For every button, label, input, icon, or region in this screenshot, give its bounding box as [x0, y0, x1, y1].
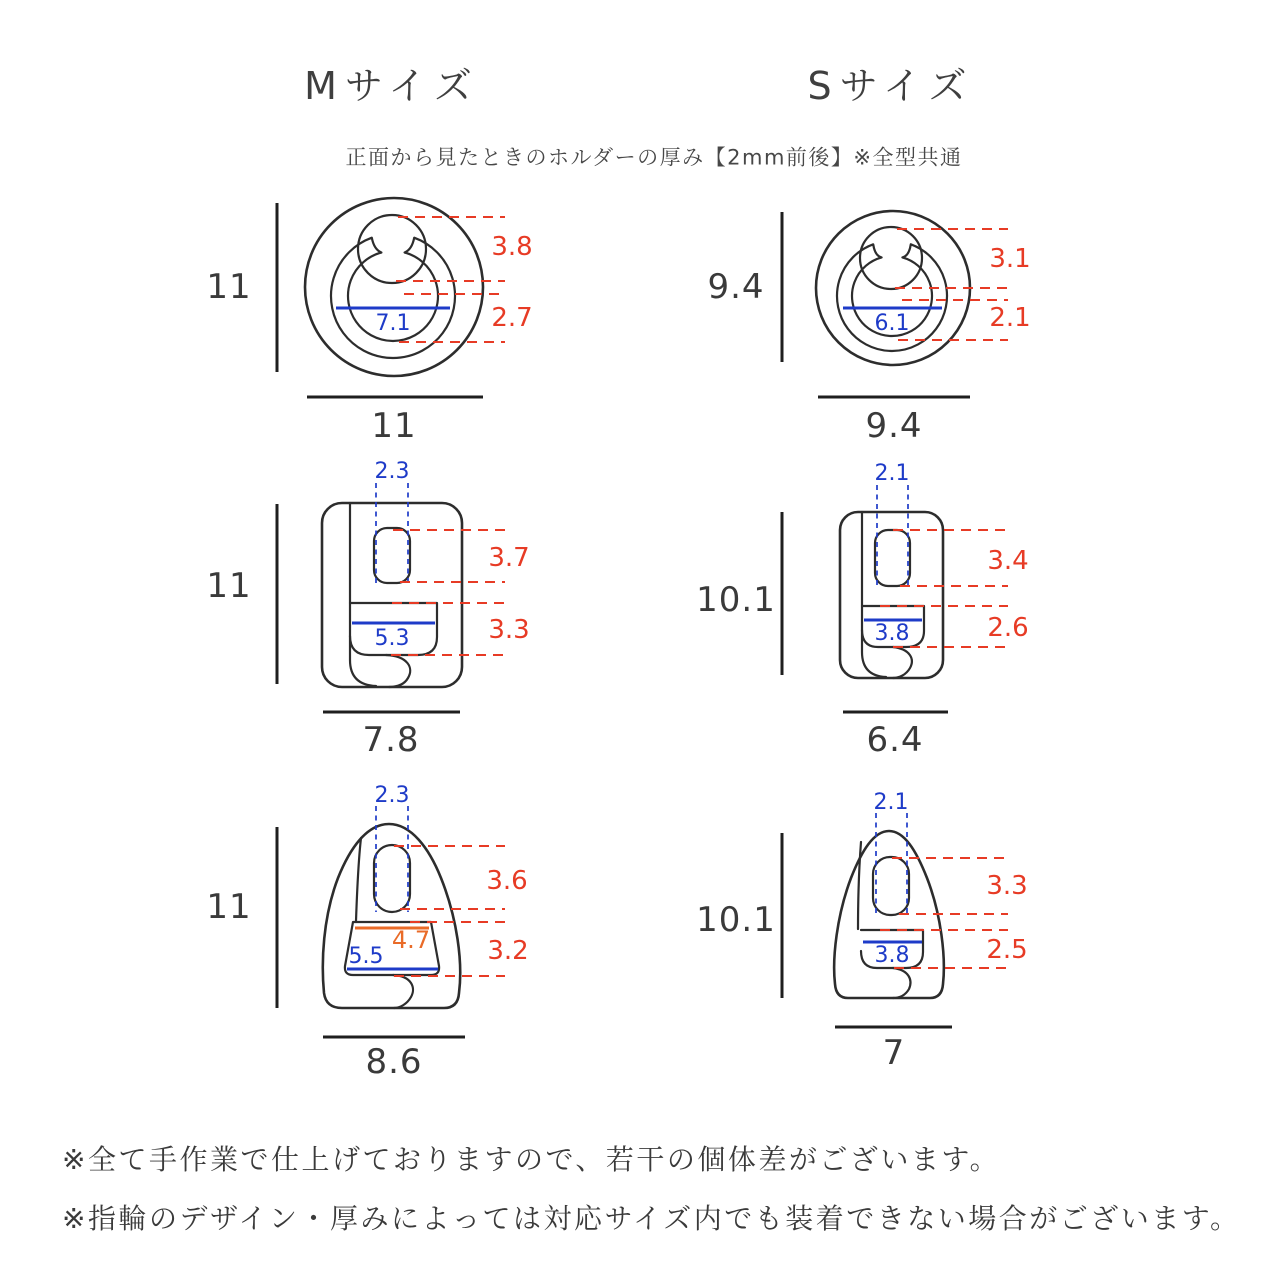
s-round-ring-hole-outline	[860, 227, 922, 289]
m-dome-slot-width-label: 2.3	[374, 783, 410, 808]
figure-s-round-drawing	[782, 211, 1008, 397]
m-dome-height-label: 11	[206, 887, 252, 927]
s-round-width-label: 9.4	[865, 406, 923, 446]
figure-s-square-drawing	[782, 485, 1008, 712]
m-square-width-label: 7.8	[362, 720, 420, 760]
m-dome-slot-hole-outline	[374, 845, 410, 912]
figure-m-dome-drawing	[277, 806, 505, 1037]
m-dome-seat-width-label: 5.5	[348, 944, 384, 969]
m-round-hole-height-label: 3.8	[491, 232, 533, 262]
s-square-seat-width-label: 3.8	[874, 621, 910, 646]
m-dome-channel-depth-label: 3.2	[487, 936, 529, 966]
s-dome-inner-wall	[858, 842, 861, 929]
figure-m-round-drawing	[277, 198, 505, 397]
subtitle-thickness-note: 正面から見たときのホルダーの厚み【2mm前後】※全型共通	[345, 145, 963, 170]
m-round-seat-width-label: 7.1	[375, 311, 411, 336]
m-square-slot-width-label: 2.3	[374, 459, 410, 484]
s-square-hole-height-label: 3.4	[987, 546, 1029, 576]
m-square-height-label: 11	[206, 566, 252, 606]
m-round-ring-hole-outline	[358, 215, 426, 283]
s-dome-width-label: 7	[882, 1033, 906, 1073]
s-round-channel-depth-label: 2.1	[989, 303, 1031, 333]
m-dome-outer-outline	[323, 824, 460, 1008]
s-square-slot-hole-outline	[875, 530, 910, 586]
m-dome-seat-top-width-label: 4.7	[391, 926, 431, 954]
figure-s-dome-drawing	[782, 813, 1008, 1027]
s-square-outer-outline	[840, 512, 943, 678]
s-dome-channel-depth-label: 2.5	[986, 935, 1028, 965]
s-dome-slot-hole-outline	[873, 857, 909, 915]
s-square-slot-width-label: 2.1	[874, 461, 910, 486]
figure-m-square-drawing	[277, 483, 505, 712]
m-round-width-label: 11	[371, 406, 417, 446]
s-square-inner-wall	[862, 512, 886, 677]
s-square-height-label: 10.1	[696, 580, 776, 620]
s-round-hole-height-label: 3.1	[989, 244, 1031, 274]
s-square-width-label: 6.4	[866, 720, 924, 760]
m-square-hook-tail	[386, 655, 410, 687]
s-size-title: Sサイズ	[807, 64, 975, 108]
m-square-channel-depth-label: 3.3	[488, 615, 530, 645]
m-round-crescent-outline	[331, 238, 455, 358]
m-size-title: Mサイズ	[304, 64, 480, 108]
s-dome-hole-height-label: 3.3	[986, 871, 1028, 901]
m-dome-hole-height-label: 3.6	[486, 866, 528, 896]
m-square-hole-height-label: 3.7	[488, 543, 530, 573]
m-dome-hook-tail	[393, 975, 413, 1008]
m-dome-inner-wall	[356, 838, 361, 921]
m-round-channel-depth-label: 2.7	[491, 303, 533, 333]
s-square-channel-depth-label: 2.6	[987, 613, 1029, 643]
m-square-inner-wall	[350, 503, 376, 686]
s-round-height-label: 9.4	[707, 267, 765, 307]
m-square-slot-hole-outline	[374, 528, 410, 583]
handmade-note: ※全て手作業で仕上げておりますので、若干の個体差がございます。	[62, 1143, 1001, 1176]
s-dome-slot-width-label: 2.1	[873, 790, 909, 815]
ring-design-note: ※指輪のデザイン・厚みによっては対応サイズ内でも装着できない場合がございます。	[62, 1202, 1241, 1235]
m-round-height-label: 11	[206, 267, 252, 307]
s-round-seat-width-label: 6.1	[874, 311, 910, 336]
m-square-seat-width-label: 5.3	[374, 626, 410, 651]
s-dome-hook-tail	[893, 968, 910, 998]
s-dome-seat-width-label: 3.8	[874, 943, 910, 968]
m-dome-width-label: 8.6	[365, 1042, 423, 1082]
s-dome-height-label: 10.1	[696, 900, 776, 940]
m-square-outer-outline	[322, 503, 462, 687]
s-square-hook-tail	[893, 647, 912, 678]
